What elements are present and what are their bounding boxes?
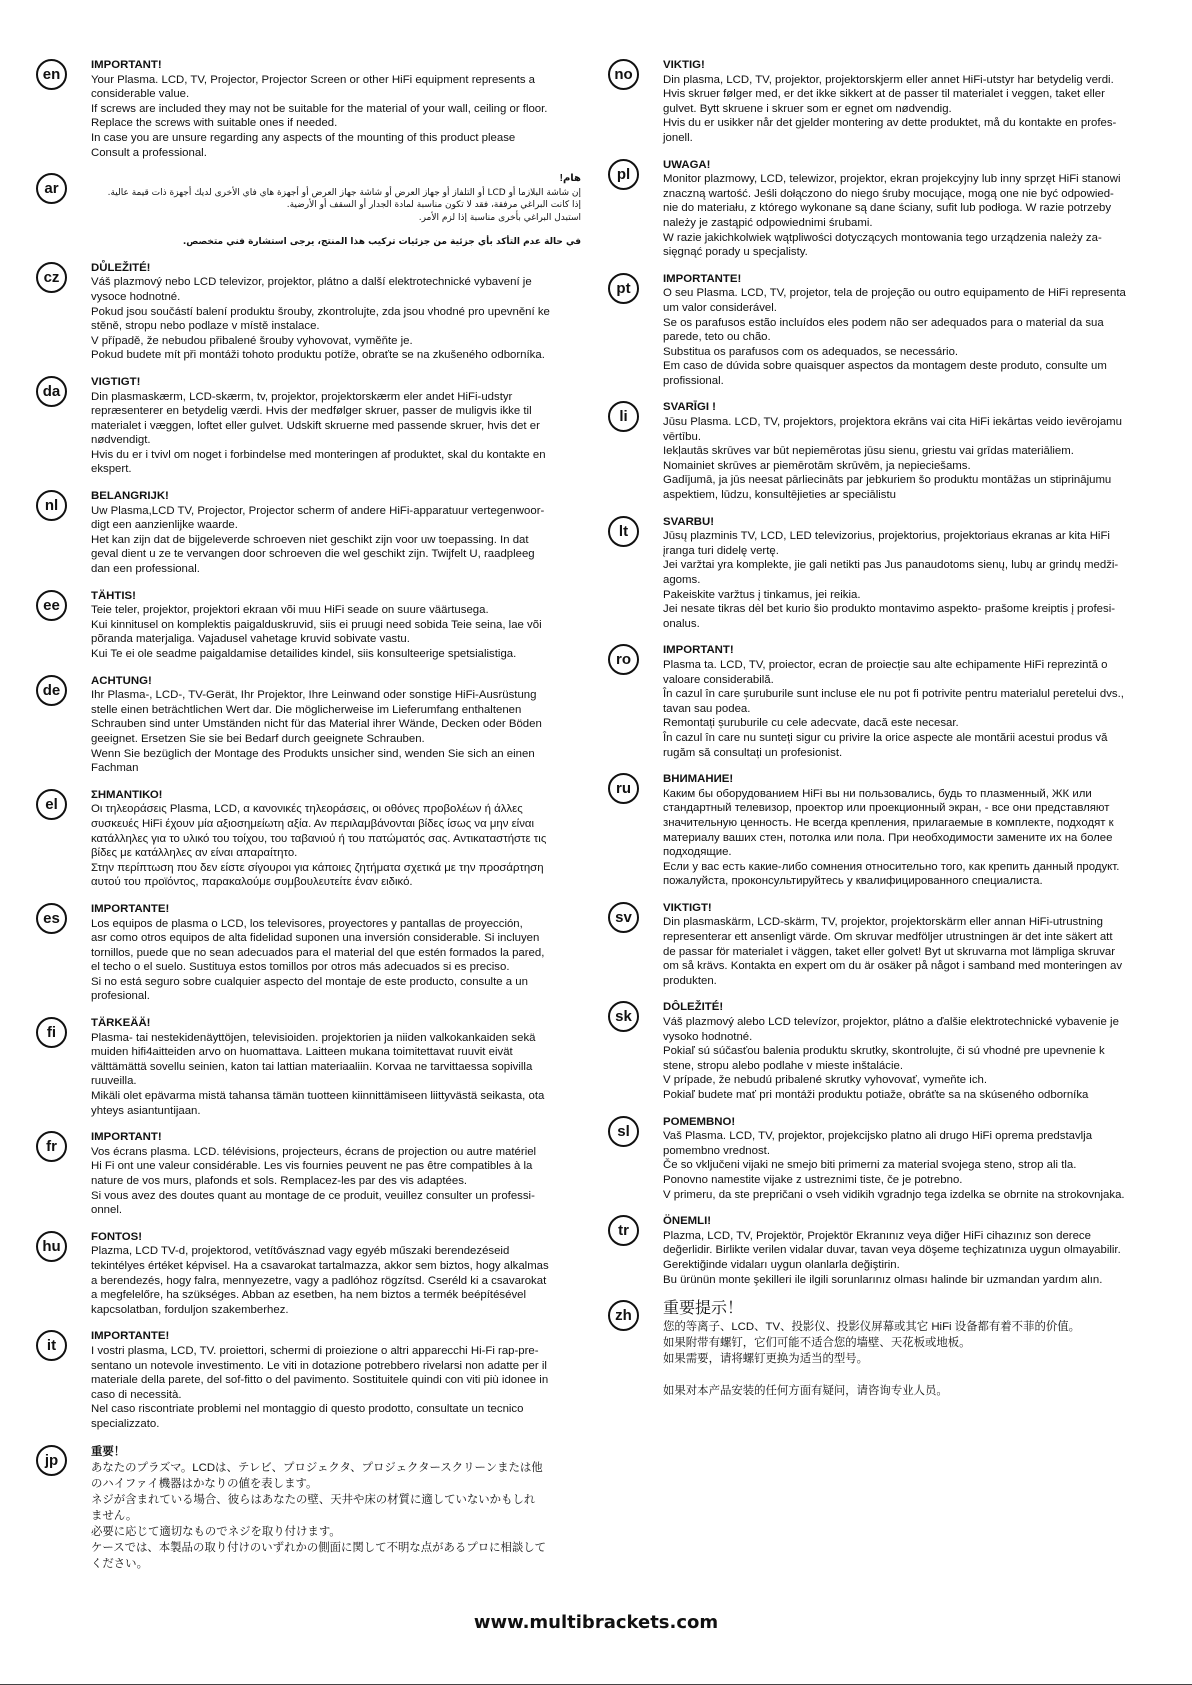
notice-line: If screws are included they may not be suitable for the material of your wall, ceiling or floor. <box>91 102 548 115</box>
notice-line: dan een professional. <box>91 563 200 576</box>
notice-line: Si no está seguro sobre cualquier aspecto del montaje de este producto, consulte a un <box>91 975 528 988</box>
section-body <box>663 58 1156 146</box>
notice-line: stelle einen beträchtlichen Wert dar. Die möglicherweise im Lieferumfang enthaltenen <box>91 703 522 716</box>
notice-line: gulvet. Bytt skruene i skruer som er egnet om nødvendig. <box>663 102 952 115</box>
notice-line: ネジが含まれている場合、彼らはあなたの壁、天井や床の材質に適していないかもしれ <box>91 1493 536 1506</box>
notice-line: caso di necessità. <box>91 1388 182 1401</box>
notice-line: إذا كانت البراغي مرفقة، فقد لا تكون مناسبة لمادة الجدار أو السقف أو الأرضية. <box>286 200 581 211</box>
section-body <box>91 1444 581 1572</box>
notice-line: ケースでは、本製品の取り付けのいずれかの側面に関して不明な点があるプロに相談して <box>91 1541 547 1554</box>
notice-line: Nomainiet skrūves ar piemērotām skrūvēm, ja nepieciešams. <box>663 459 971 472</box>
section-title: IMPORTANT! <box>91 1131 162 1144</box>
notice-line: repræsenterer en betydelig værdi. Hvis der medfølger skruer, passer de muligvis ikke til <box>91 405 532 418</box>
notice-line: Bu ürünün monte şekilleri ile ilgili sorunlarınız olması halinde bir uzmandan yardım alın. <box>663 1273 1103 1286</box>
notice-line: geeignet. Ersetzen Sie sie bei Bedarf durch geeignete Schrauben. <box>91 732 425 745</box>
section-cz <box>36 261 581 363</box>
section-body <box>663 1299 1156 1399</box>
section-title: TÄRKEÄÄ! <box>91 1017 151 1030</box>
notice-line: nie do materiału, z którego wykonane są dane ściany, sufit lub podłoga. W razie potrzeby <box>663 202 1112 215</box>
section-no <box>608 58 1156 146</box>
notice-line: Si vous avez des doutes quant au montage de ce produit, veuillez consulter un professi- <box>91 1189 535 1202</box>
section-title: SVARBU! <box>663 515 715 528</box>
section-fr <box>36 1130 581 1218</box>
section-title: TÄHTIS! <box>91 589 136 602</box>
notice-line: إن شاشة البلازما أو LCD أو التلفاز أو جهاز العرض أو شاشة جهاز العرض أو أجهزة هاي فاي الأخرى لديك أجهزة ذات قيمة عالية. <box>107 187 581 198</box>
language-badge-sk: sk <box>608 1001 639 1032</box>
notice-line: подходящие. <box>663 846 732 859</box>
section-li <box>608 400 1156 502</box>
section-tr <box>608 1214 1156 1287</box>
section-hu <box>36 1230 581 1318</box>
language-badge-ro: ro <box>608 644 639 675</box>
language-badge-ar: ar <box>36 173 67 204</box>
notice-line: Fachman <box>91 762 139 775</box>
section-body <box>91 58 581 160</box>
notice-line: Gadījumā, ja jūs neesat pārliecināts par jebkuriem šo produktu montāžas un stiprinājumu <box>663 474 1112 487</box>
language-badge-da: da <box>36 376 67 407</box>
notice-line: материалу ваших стен, потолка или пола. При необходимости замените их на более <box>663 831 1113 844</box>
notice-line: om så krävs. Kontakta en expert om du är osäker på något i samband med monteringen av <box>663 960 1123 973</box>
section-body <box>91 589 581 662</box>
notice-line: vysoce hodnotné. <box>91 290 181 303</box>
notice-line: Каким бы оборудованием HiFi вы ни пользовались, будь то плазменный, ЖК или <box>663 787 1092 800</box>
notice-line: Pokiaľ budete mať pri montáži produktu potiaže, obráťte sa na skúseného odborníka <box>663 1089 1089 1101</box>
language-badge-zh: zh <box>608 1300 639 1331</box>
language-badge-fr: fr <box>36 1131 67 1162</box>
notice-line: Schrauben sind unter Umständen nicht für das Material ihrer Wände, Decken oder Böden <box>91 718 542 731</box>
notice-line: стандартный телевизор, проектор или проекционный экран, - все они представляют <box>663 802 1110 815</box>
section-title: ÖNEMLI! <box>663 1215 712 1228</box>
notice-line: Hi Fi ont une valeur considérable. Les vis fournies peuvent ne pas être compatibles à la <box>91 1160 533 1173</box>
section-body <box>663 158 1156 260</box>
notice-line: 如果附带有螺钉，它们可能不适合您的墙壁、天花板或地板。 <box>663 1337 971 1350</box>
language-badge-pt: pt <box>608 273 639 304</box>
notice-line: Plasma ta. LCD, TV, proiector, ecran de proiecție sau alte echipamente HiFi reprezintă o <box>663 658 1108 671</box>
notice-line: Vos écrans plasma. LCD. télévisions, projecteurs, écrans de projection ou autre matériel <box>91 1145 537 1158</box>
notice-line: parede, teto ou chão. <box>663 331 771 344</box>
section-body <box>663 1000 1156 1102</box>
notice-line: değerlidir. Birlikte verilen vidalar duvar, tavan veya döşeme teçhizatınıza uygun olmayabilir. <box>663 1244 1121 1257</box>
notice-line: geval dient u ze te vervangen door schroeven die wel geschikt zijn. Twijfelt U, raadpleeg <box>91 548 535 561</box>
notice-line: välttämättä sovellu seinien, katon tai lattian materiaaliin. Korvaa ne tarvittaessa sopivilla <box>91 1060 533 1073</box>
notice-line: a megfelelőre, ha szükséges. Abban az esetben, ha nem biztos a termék beépítésével <box>91 1289 527 1302</box>
notice-line: nødvendigt. <box>91 434 151 447</box>
section-body <box>663 1214 1156 1287</box>
notice-line: пожалуйста, проконсультируйтесь у квалифицированного специалиста. <box>663 875 1043 888</box>
language-badge-el: el <box>36 789 67 820</box>
notice-line: استبدل البراغي بأخرى مناسبة إذا لزم الأمر. <box>418 212 581 223</box>
notice-line: Hvis du er i tvivl om noget i forbindelse med monteringen af produktet, skal du kontakte en <box>91 448 546 461</box>
notice-line: Váš plazmový alebo LCD televízor, projektor, plátno a ďalšie elektrotechnické vybavenie je <box>663 1016 1119 1029</box>
section-title: IMPORTANT! <box>91 59 162 71</box>
notice-line: pomembno vrednost. <box>663 1144 771 1157</box>
section-body <box>663 400 1156 502</box>
section-title: 重要提示！ <box>663 1300 744 1318</box>
notice-line: Pokiaľ sú súčasťou balenia produktu skrutky, skontrolujte, či sú vhodné pre upevnenie k <box>663 1045 1105 1058</box>
notice-line: Vaš Plasma. LCD, TV, projektor, projekcijsko platno ali drugo HiFi oprema predstavlja <box>663 1130 1093 1143</box>
notice-line: nature de vos murs, plafonds et sols. Remplacez-les par des vis adaptées. <box>91 1175 468 1187</box>
notice-line: Replace the screws with suitable ones if needed. <box>91 117 338 130</box>
notice-line: Če so vključeni vijaki ne smejo biti primerni za material svojega steno, strop ali tla. <box>663 1159 1077 1172</box>
notice-line: jonell. <box>663 131 693 144</box>
notice-line: Din plasmaskærm, LCD-skærm, tv, projektor, projektorskærm eler andet HiFi-udstyr <box>91 390 513 403</box>
section-body <box>663 901 1156 989</box>
section-body <box>663 643 1156 760</box>
section-ar <box>36 172 581 249</box>
language-badge-nl: nl <box>36 490 67 521</box>
notice-line: Ponovno namestite vijake z ustreznimi tiste, če je potrebno. <box>663 1173 963 1186</box>
section-title: DÔLEŽITÉ! <box>663 1001 724 1014</box>
notice-line: rugăm să consultați un profesionist. <box>663 746 843 759</box>
notice-line: Los equipos de plasma o LCD, los televisores, proyectores y pantallas de proyección, <box>91 917 523 930</box>
notice-line: Em caso de dúvida sobre quaisquer aspectos da montagem deste produto, consulte um <box>663 360 1107 373</box>
section-sl <box>608 1115 1156 1203</box>
section-title: DŮLEŽITÉ! <box>91 261 151 274</box>
notice-line: Kui Te ei ole seadme paigaldamise detailides kindel, siis konsulteerige spetsialistiga. <box>91 648 517 660</box>
notice-line: Wenn Sie bezüglich der Montage des Produkts unsicher sind, wenden Sie sich an einen <box>91 747 535 760</box>
notice-line: значительную ценность. Не всегда крепления, прилагаемые в комплекте, подходят к <box>663 816 1114 829</box>
notice-line: profesional. <box>91 990 150 1003</box>
notice-line: należy je zastąpić odpowiednimi śrubami. <box>663 216 873 229</box>
section-en <box>36 58 581 160</box>
notice-line: O seu Plasma. LCD, TV, projetor, tela de projeção ou outro equipamento de HiFi representa <box>663 287 1126 300</box>
notice-line: Din plasmaskärm, LCD-skärm, TV, projektor, projektorskärm eller annan HiFi-utrustning <box>663 916 1103 929</box>
notice-line: Hvis du er usikker når det gjelder montering av dette produktet, må du kontakte en profes- <box>663 117 1117 130</box>
notice-line: produkten. <box>663 974 717 987</box>
notice-line: um valor considerável. <box>663 301 777 314</box>
notice-line: materiale della parete, del sof-fitto o del pavimento. Sostituitele quindi con viti più idonee in <box>91 1374 549 1387</box>
section-title: IMPORTANTE! <box>91 902 170 915</box>
notice-line: sięgnąć porady u specjalisty. <box>663 246 808 259</box>
section-sk <box>608 1000 1156 1102</box>
section-body <box>663 772 1156 889</box>
notice-line: asr como otros equipos de alta fidelidad suponen una inversión considerable. Si incluyen <box>91 932 540 945</box>
notice-line: Het kan zijn dat de bijgeleverde schroeven niet geschikt zijn voor uw toepassing. In dat <box>91 533 529 546</box>
language-badge-ee: ee <box>36 590 67 621</box>
section-it <box>36 1329 581 1431</box>
notice-line: valoare considerabilă. <box>663 673 774 686</box>
section-nl <box>36 489 581 577</box>
language-badge-cz: cz <box>36 262 67 293</box>
language-badge-tr: tr <box>608 1215 639 1246</box>
notice-line: 必要に応じて適切なものでネジを取り付けます。 <box>91 1525 341 1538</box>
notice-line: 您的等离子、LCD、TV、投影仪、投影仪屏幕或其它 HiFi 设备都有着不菲的价值。 <box>663 1321 1081 1334</box>
language-badge-de: de <box>36 675 67 706</box>
notice-line: põranda materjaliga. Vajadusel vahetage kruvid sobivate vastu. <box>91 633 410 646</box>
notice-line: Your Plasma. LCD, TV, Projector, Projector Screen or other HiFi equipment represents a <box>91 73 536 86</box>
notice-line: onnel. <box>91 1204 123 1217</box>
notice-line: kapcsolatban, forduljon szakemberhez. <box>91 1303 289 1316</box>
notice-line: Uw Plasma,LCD TV, Projector, Projector scherm of andere HiFi-apparatuur vertegenwoor- <box>91 504 545 517</box>
notice-line: a berendezés, hogy falra, mennyezetre, vagy a padlóhoz rögzítsd. Cseréld ki a csavarokat <box>91 1274 547 1287</box>
section-title: IMPORTANT! <box>663 644 734 657</box>
section-body <box>91 788 581 890</box>
section-title: UWAGA! <box>663 158 711 171</box>
right-column <box>608 58 1156 1411</box>
notice-line: Στην περίπτωση που δεν είστε σίγουροι για κάποιες ζητήματα σχετικά με την προσάρτηση <box>91 861 544 874</box>
section-body <box>663 272 1156 389</box>
notice-line: În cazul în care nu sunteți sigur cu privire la orice aspecte ale montării acestui produs vă <box>663 731 1108 744</box>
notice-line: tavan sau podea. <box>663 702 751 715</box>
notice-line: κατάλληλες για το υλικό του τοίχου, του ταβανιού ή του πατώματός σας. Αντικαταστήστε τις <box>91 832 547 845</box>
notice-line: I vostri plasma, LCD, TV. proiettori, schermi di proiezione o altri apparecchi Hi-Fi rap-pre- <box>91 1344 539 1357</box>
notice-line: Hvis skruer følger med, er det ikke sikkert at de passer til materialet i veggen, taket eller <box>663 88 1105 101</box>
notice-line: Monitor plazmowy, LCD, telewizor, projektor, ekran projekcyjny lub inny sprzęt HiFi stanowi <box>663 173 1121 186</box>
language-badge-lt: lt <box>608 516 639 547</box>
notice-line: In case you are unsure regarding any aspects of the mounting of this product please <box>91 131 516 144</box>
language-badge-jp: jp <box>36 1445 67 1476</box>
section-body <box>91 1016 581 1118</box>
notice-line: įranga turi didelę vertę. <box>663 544 779 557</box>
notice-line: de passar för materialet i väggen, taket eller golvet! Byt ut skruvarna mot lämpliga skruvar <box>663 945 1116 958</box>
notice-line: Teie teler, projektor, projektori ekraan või muu HiFi seade on suure väärtusega. <box>91 604 489 617</box>
notice-line: stene, stropu alebo podlahe v mieste inštalácie. <box>663 1059 903 1072</box>
section-body <box>91 489 581 577</box>
language-badge-sl: sl <box>608 1116 639 1147</box>
notice-line: Jūsu Plasma. LCD, TV, projektors, projektora ekrāns vai cita HiFi iekārtas veido ievērojamu <box>663 416 1122 429</box>
notice-line: vysoko hodnotné. <box>663 1030 753 1043</box>
notice-line: Ihr Plasma-, LCD-, TV-Gerät, Ihr Projektor, Ihre Leinwand oder sonstige HiFi-Ausrüstung <box>91 689 537 702</box>
section-body <box>91 261 581 363</box>
notice-line: Jūsų plazminis TV, LCD, LED televizorius, projektorius, projektoriaus ekranas ar kita HiFi <box>663 530 1110 543</box>
language-badge-no: no <box>608 59 639 90</box>
notice-line: Pakeiskite varžtus į tinkamus, jei reikia. <box>663 588 861 601</box>
language-badge-sv: sv <box>608 902 639 933</box>
notice-line: sentano un notevole investimento. Le viti in dotazione potrebbero rivelarsi non adatte per il <box>91 1359 547 1372</box>
notice-line: yhteys asiantuntijaan. <box>91 1104 201 1117</box>
notice-line: Jei nesate tikras dėl bet kurio šio produkto montavimo aspekto- prašome kreiptis į profesi- <box>663 603 1116 616</box>
language-badge-hu: hu <box>36 1231 67 1262</box>
language-badge-pl: pl <box>608 159 639 190</box>
notice-line: あなたのプラズマ。LCDは、テレビ、プロジェクタ、プロジェクタースクリーンまたは他 <box>91 1461 543 1474</box>
notice-line: V prípade, že nebudú pribalené skrutky vyhovovať, vymeňte ich. <box>663 1074 988 1087</box>
section-el <box>36 788 581 890</box>
notice-line: αυτού του προϊόντος, παρακαλούμε συμβουλευτείτε έναν ειδικό. <box>91 876 413 889</box>
notice-line: Pokud jsou součástí balení produktu šrouby, zkontrolujte, zda jsou vhodné pro upevnění ke <box>91 305 550 318</box>
section-body <box>91 172 581 249</box>
notice-line: V případě, že nebudou přibalené šrouby vyhovovat, vyměňte je. <box>91 334 413 347</box>
notice-line: Iekļautās skrūves var būt nepiemērotas jūsu sienu, griestu vai grīdas materiāliem. <box>663 445 1074 458</box>
notice-line: Nel caso riscontriate problemi nel montaggio di questo prodotto, consultate un tecnico <box>91 1403 524 1416</box>
section-zh <box>608 1299 1156 1399</box>
section-title: VIGTIGT! <box>91 375 141 388</box>
notice-line: specializzato. <box>91 1417 160 1430</box>
notice-line: ekspert. <box>91 463 132 476</box>
notice-line: συσκευές HiFi έχουν μία αξιοσημείωτη αξία. Αν περιλαμβάνονται βίδες ίσως να μην είναι <box>91 817 535 830</box>
notice-line: Gerektiğinde vidaları uygun olanlarla değiştirin. <box>663 1258 900 1271</box>
section-title: FONTOS! <box>91 1230 143 1243</box>
language-badge-en: en <box>36 59 67 90</box>
left-column <box>36 58 581 1584</box>
notice-line: muiden hifi4aitteiden arvo on huomattava. Laitteen mukana toimitettavat ruuvit eivät <box>91 1046 513 1059</box>
notice-line: Plazma, LCD TV-d, projektorod, vetítővásznad vagy egyéb műszaki berendezéseid <box>91 1245 510 1258</box>
notice-line: În cazul în care șuruburile sunt incluse ele nu pot fi potrivite pentru materialul peretelui dvs., <box>663 688 1124 701</box>
notice-line: Váš plazmový nebo LCD televizor, projektor, plátno a další elektrotechnické vybavení je <box>91 276 532 289</box>
section-title: هام! <box>559 173 581 185</box>
section-sv <box>608 901 1156 989</box>
notice-line: aspektiem, lūdzu, konsultējieties ar speciālistu <box>663 489 896 502</box>
section-title: ВНИМАНИЕ! <box>663 773 734 786</box>
notice-line: ください。 <box>91 1557 148 1570</box>
section-title: SVARĪGI ! <box>663 401 716 414</box>
notice-line: ruuveilla. <box>91 1075 137 1088</box>
section-body <box>91 1230 581 1318</box>
section-title: ACHTUNG! <box>91 674 152 687</box>
website-url[interactable]: www.multibrackets.com <box>473 1612 719 1633</box>
notice-line: Jei varžtai yra komplekte, jie gali netikti pas Jus panaudotoms sienų, lubų ar grindų medži- <box>663 559 1119 572</box>
section-body <box>91 1329 581 1431</box>
section-de <box>36 674 581 776</box>
language-badge-fi: fi <box>36 1017 67 1048</box>
section-ee <box>36 589 581 662</box>
notice-line: βίδες με κατάλληλες αν είναι απαραίτητο. <box>91 847 298 860</box>
section-body <box>663 1115 1156 1203</box>
notice-line: ません。 <box>91 1509 138 1522</box>
section-fi <box>36 1016 581 1118</box>
section-ro <box>608 643 1156 760</box>
notice-line: profissional. <box>663 374 724 387</box>
language-badge-es: es <box>36 903 67 934</box>
notice-line: Substitua os parafusos com os adequados, se necessário. <box>663 345 959 358</box>
notice-line: representerar ett ansenligt värde. Om skruvar medföljer utrustningen är det inte säkert att <box>663 931 1113 944</box>
notice-line-emphasis: في حالة عدم التأكد بأي جزئية من جزئيات تركيب هذا المنتج، يرجى استشارة فني متخصص. <box>182 237 581 248</box>
section-lt <box>608 515 1156 632</box>
section-ru <box>608 772 1156 889</box>
notice-line: Din plasma, LCD, TV, projektor, projektorskjerm eller annet HiFi-utstyr har betydelig verdi. <box>663 73 1114 86</box>
notice-line: tekintélyes értéket képvisel. Ha a csavarokat tartalmazza, akkor sem biztos, hogy alkalmas <box>91 1259 549 1272</box>
notice-line: Если у вас есть какие-либо сомнения относительно того, как крепить данный продукт. <box>663 860 1120 873</box>
notice-line: znaczną wartość. Jeśli dołączono do niego śruby mocujące, mogą one nie być odpowied- <box>663 187 1114 200</box>
language-badge-li: li <box>608 401 639 432</box>
section-pt <box>608 272 1156 389</box>
notice-line: onalus. <box>663 617 700 630</box>
notice-line: considerable value. <box>91 88 190 101</box>
notice-line: V primeru, da ste prepričani o vseh vidikih vgradnjo tega izdelka se obrnite na strokovnjaka. <box>663 1188 1125 1201</box>
section-title: 重要！ <box>91 1445 126 1458</box>
section-body <box>91 1130 581 1218</box>
section-title: VIKTIG! <box>663 59 705 71</box>
language-badge-it: it <box>36 1330 67 1361</box>
notice-line: tornillos, puede que no sean adecuados para el material del que estén formados la pared, <box>91 946 545 959</box>
section-body <box>91 902 581 1004</box>
language-badge-ru: ru <box>608 773 639 804</box>
notice-line: materialet i væggen, loftet eller gulvet. Udskift skruerne med passende skruer, hvis det er <box>91 419 540 432</box>
section-body <box>91 674 581 776</box>
section-title: ΣΗΜΑΝΤΙΚΟ! <box>91 788 163 801</box>
notice-line: digt een aanzienlijke waarde. <box>91 519 238 532</box>
notice-line: Οι τηλεοράσεις Plasma, LCD, α κανονικές τηλεοράσεις, οι οθόνες προβολέων ή άλλες <box>91 803 523 816</box>
notice-line: 如果需要，请将螺钉更换为适当的型号。 <box>663 1353 869 1366</box>
notice-line: Consult a professional. <box>91 146 207 159</box>
notice-line: Plasma- tai nestekidenäyttöjen, televisioiden. projektorien ja niiden valkokankaiden sekä <box>91 1031 536 1044</box>
notice-line: agoms. <box>663 574 701 586</box>
notice-line: el techo o el suelo. Sustituya estos tomillos por otros más adecuados si es preciso. <box>91 961 510 974</box>
notice-line: stěně, stropu nebo podlaze v místě instalace. <box>91 320 320 333</box>
section-pl <box>608 158 1156 260</box>
notice-line: Plazma, LCD, TV, Projektör, Projektör Ekranınız veya diğer HiFi cihazınız son derece <box>663 1229 1091 1242</box>
notice-line: Pokud budete mít při montáži tohoto produktu potíže, obraťte se na zkušeného odborníka. <box>91 349 545 362</box>
section-jp <box>36 1444 581 1572</box>
section-title: IMPORTANTE! <box>91 1330 170 1343</box>
notice-line: Mikäli olet epävarma mistä tahansa tämän tuotteen kiinnittämiseen liittyvästä seikasta, ota <box>91 1090 545 1103</box>
section-body <box>91 375 581 477</box>
notice-line: Se os parafusos estão incluídos eles podem não ser adequados para o material da sua <box>663 316 1104 329</box>
section-title: VIKTIGT! <box>663 901 712 914</box>
notice-line: W razie jakichkolwiek wątpliwości dotyczących montowania tego urządzenia należy za- <box>663 231 1102 244</box>
notice-line: vērtību. <box>663 430 701 443</box>
section-body <box>663 515 1156 632</box>
notice-line-extra: 如果对本产品安装的任何方面有疑问，请咨询专业人员。 <box>663 1385 948 1398</box>
notice-line: Remontați șuruburile cu cele adecvate, dacă este necesar. <box>663 717 959 730</box>
section-title: IMPORTANTE! <box>663 272 742 285</box>
section-title: BELANGRIJK! <box>91 490 169 503</box>
notice-line: のハイファイ機器はかなりの値を表します。 <box>91 1477 318 1490</box>
section-title: POMEMBNO! <box>663 1115 736 1128</box>
notice-line: Kui kinnitusel on komplektis paigalduskruvid, siis ei pruugi need sobida Teie seina, lae või <box>91 618 542 631</box>
section-da <box>36 375 581 477</box>
section-es <box>36 902 581 1004</box>
